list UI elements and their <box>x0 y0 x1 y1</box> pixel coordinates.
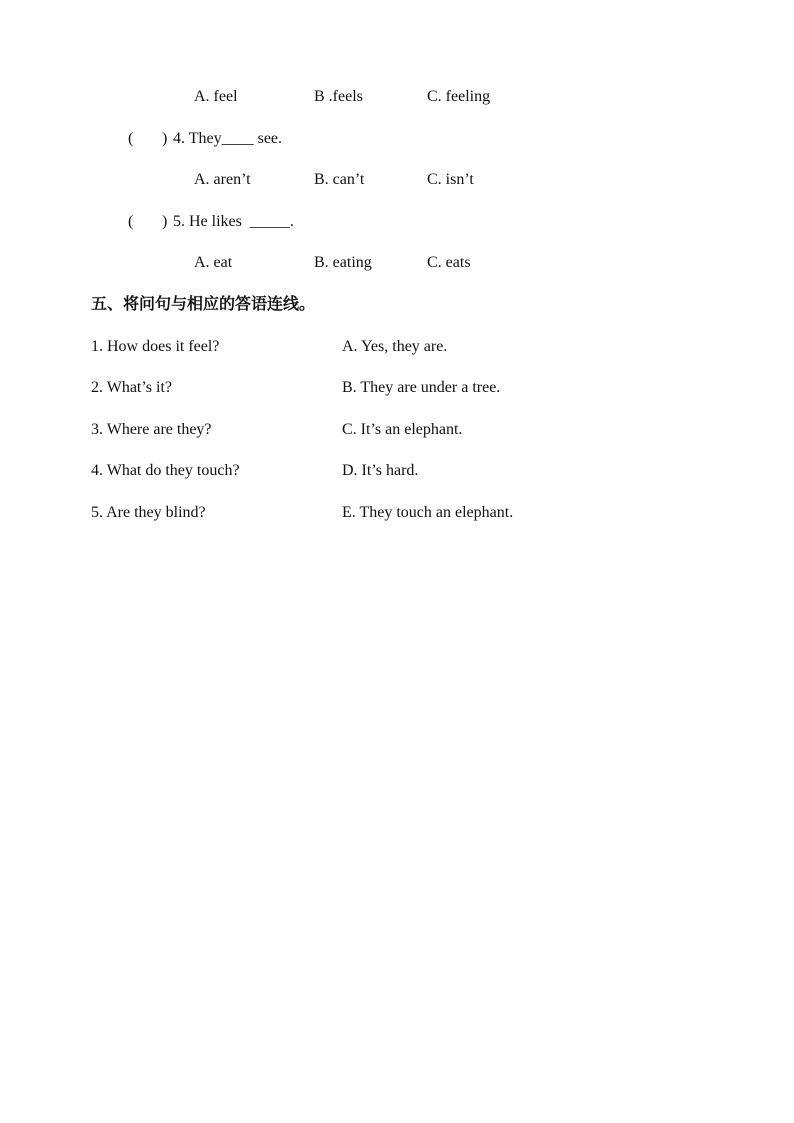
match-question-4: 4. What do they touch? <box>91 462 240 479</box>
q5-answer-paren-close: ) <box>162 213 168 230</box>
q4-option-b: B. can’t <box>314 171 365 188</box>
q3-option-c: C. feeling <box>427 88 491 105</box>
section-heading: 五、将问句与相应的答语连线。 <box>91 294 316 313</box>
q5-question: 5. He likes _____. <box>173 213 294 230</box>
match-question-3: 3. Where are they? <box>91 421 212 438</box>
match-answer-c: C. It’s an elephant. <box>342 421 463 438</box>
match-question-2: 2. What’s it? <box>91 379 173 396</box>
q3-option-a: A. feel <box>194 88 238 105</box>
q5-option-a: A. eat <box>194 254 233 271</box>
match-answer-a: A. Yes, they are. <box>342 338 448 355</box>
q4-answer-paren-open: ( <box>128 130 134 147</box>
q4-question: 4. They____ see. <box>173 130 283 147</box>
q4-option-a: A. aren’t <box>194 171 251 188</box>
match-answer-e: E. They touch an elephant. <box>342 504 514 521</box>
q3-option-b: B .feels <box>314 88 363 105</box>
q4-answer-paren-close: ) <box>162 130 168 147</box>
match-answer-b: B. They are under a tree. <box>342 379 501 396</box>
match-question-5: 5. Are they blind? <box>91 504 206 521</box>
q5-option-b: B. eating <box>314 254 372 271</box>
match-question-1: 1. How does it feel? <box>91 338 220 355</box>
match-answer-d: D. It’s hard. <box>342 462 419 479</box>
q5-answer-paren-open: ( <box>128 213 134 230</box>
q4-option-c: C. isn’t <box>427 171 474 188</box>
q5-option-c: C. eats <box>427 254 471 271</box>
